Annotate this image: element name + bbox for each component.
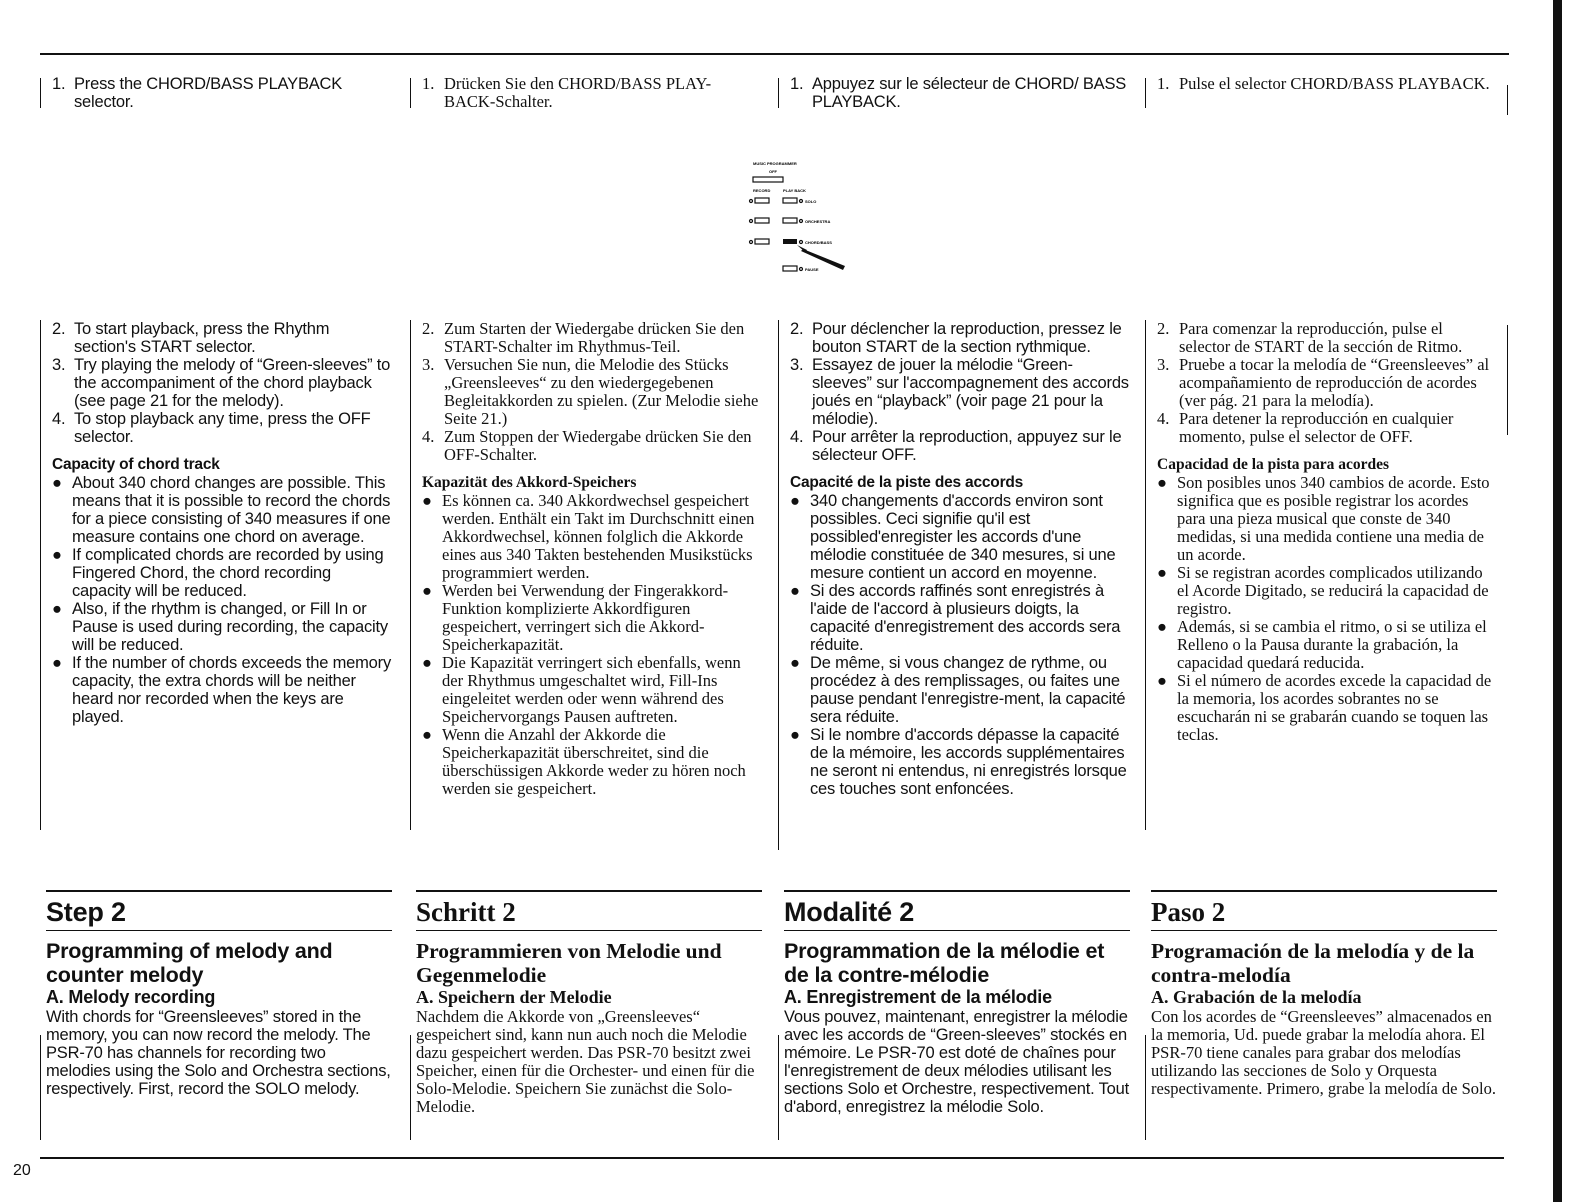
bullet-item — [422, 654, 762, 726]
step1-section — [422, 75, 762, 111]
bullet-item — [52, 654, 392, 726]
diagram-solo: SOLO — [805, 199, 817, 204]
bullet-text: Si el número de acordes excede la capacidad de la memoria, los acordes sobrantes no se escucharán ni se grabarán cuando se toquen las teclas. — [1177, 671, 1492, 744]
right-column-bar — [1507, 85, 1508, 115]
column-bar — [778, 320, 779, 850]
page-number: 20 — [13, 1162, 31, 1179]
bullet-icon: ● — [422, 725, 432, 744]
diagram-playback: PLAY BACK — [783, 188, 806, 193]
bullet-text: Son posibles unos 340 cambios de acorde. Esto significa que es posible registrar los acordes para una pieza musical que conste de 340 medidas, si una medida contiene una media de un acorde. — [1177, 473, 1490, 564]
diagram-pause: PAUSE — [805, 267, 819, 272]
bullet-item — [422, 726, 762, 798]
item-number: 3. — [790, 356, 804, 374]
item-number: 2. — [1157, 319, 1170, 338]
bullet-text: Si se registran acordes complicados utilizando el Acorde Digitado, se reducirá la capacidad de registro. — [1177, 563, 1489, 618]
bullet-item — [52, 474, 392, 546]
bullet-icon: ● — [52, 474, 62, 492]
bullet-text: If complicated chords are recorded by using Fingered Chord, the chord recording capacity will be reduced. — [72, 546, 384, 600]
column-bar — [410, 320, 411, 830]
diagram-record: RECORD — [753, 188, 771, 193]
bullet-item — [52, 546, 392, 600]
melody-recording-heading: A. Speichern der Melodie — [416, 987, 612, 1007]
bullet-item — [1157, 564, 1497, 618]
bullet-item — [790, 654, 1130, 726]
bullet-icon: ● — [422, 491, 432, 510]
column-bar — [40, 1035, 41, 1140]
item-text: Appuyez sur le sélecteur de CHORD/ BASS PLAYBACK. — [812, 75, 1127, 111]
item-text: Pulse el selector CHORD/BASS PLAYBACK. — [1179, 74, 1490, 93]
step-item — [1157, 356, 1497, 410]
column-bar — [1145, 78, 1146, 108]
diagram-chord-bass: CHORD/BASS — [805, 240, 832, 245]
item-text: To stop playback any time, press the OFF selector. — [74, 410, 371, 446]
body-text: Nachdem die Akkorde von „Greensleeves“ gespeichert sind, kann nun auch noch die Melodie dazu gespeichert werden. Das PSR-70 besitzt zwei Speicher, einen für die Orchester- und einen für die Solo-Melodie. Speichern Sie zunächst die Solo-Melodie. — [416, 1007, 755, 1116]
bullet-item — [1157, 618, 1497, 672]
capacity-heading: Capacité de la piste des accords — [790, 474, 1024, 491]
bullet-item — [422, 492, 762, 582]
bullet-text: Werden bei Verwendung der Fingerakkord-Funktion komplizierte Akkordfiguren gespeichert, verringert sich die Akkord-Speicherkapazität. — [442, 581, 729, 654]
step2-section — [784, 890, 1130, 1116]
bullet-icon: ● — [422, 653, 432, 672]
item-number: 1. — [422, 74, 435, 93]
step-item — [422, 356, 762, 428]
bullet-icon: ● — [422, 581, 432, 600]
column-3 — [1145, 0, 1497, 1150]
item-number: 2. — [790, 320, 804, 338]
programming-heading: Programming of melody and counter melody — [46, 939, 333, 987]
column-bar — [410, 78, 411, 108]
column-bar — [1145, 1035, 1146, 1140]
bullet-icon: ● — [790, 726, 800, 744]
body-text: Con los acordes de “Greensleeves” almacenados en la memoria, Ud. puede grabar la melodía ahora. El PSR-70 tiene canales para grabar dos melodías utilizando las secciones de Solo y Orquesta respectivamente. Primero, grabe la melodía de Solo. — [1151, 1007, 1497, 1098]
item-text: Press the CHORD/BASS PLAYBACK selector. — [74, 75, 343, 111]
step2-section — [1151, 890, 1497, 1098]
item-text: Zum Stoppen der Wiedergabe drücken Sie den OFF-Schalter. — [444, 427, 752, 464]
column-bar — [40, 320, 41, 830]
programming-heading: Programmieren von Melodie und Gegenmelodie — [416, 939, 722, 987]
step-heading: Modalité 2 — [784, 890, 1130, 931]
bullet-icon: ● — [52, 654, 62, 672]
item-text: Pruebe a tocar la melodía de “Greensleeves” al acompañamiento de reproducción de acordes (ver pág. 21 para la melodía). — [1179, 355, 1490, 410]
bullet-icon: ● — [790, 492, 800, 510]
body-text: With chords for “Greensleeves” stored in the memory, you can now record the melody. The PSR-70 has channels for recording two melodies using the Solo and Orchestra sections, respectively. First, record the SOLO melody. — [46, 1008, 391, 1098]
bullet-icon: ● — [1157, 563, 1167, 582]
bottom-rule — [40, 1157, 1504, 1159]
right-column-bar — [1507, 325, 1508, 435]
item-number: 1. — [790, 75, 804, 93]
bullet-icon: ● — [790, 582, 800, 600]
bullet-icon: ● — [790, 654, 800, 672]
step-item — [52, 320, 392, 356]
bullet-item — [790, 492, 1130, 582]
item-text: To start playback, press the Rhythm section's START selector. — [74, 320, 330, 356]
step-item — [1157, 320, 1497, 356]
step-item — [52, 410, 392, 446]
capacity-heading: Kapazität des Akkord-Speichers — [422, 474, 637, 491]
item-text: Drücken Sie den CHORD/BASS PLAY-BACK-Schalter. — [444, 74, 712, 111]
item-text: Pour arrêter la reproduction, appuyez sur le sélecteur OFF. — [812, 428, 1122, 464]
bullet-text: Also, if the rhythm is changed, or Fill In or Pause is used during recording, the capacity will be reduced. — [72, 600, 388, 654]
column-bar — [778, 78, 779, 108]
item-number: 2. — [422, 319, 435, 338]
body-text: Vous pouvez, maintenant, enregistrer la mélodie avec les accords de “Green-sleeves” stockés en mémoire. Le PSR-70 est doté de chaînes pour l'enregistrement de deux mélodies utilisant les sections Solo et Orchestre, respectivement. Tout d'abord, enregistrez la mélodie Solo. — [784, 1008, 1130, 1116]
diagram-orchestra: ORCHESTRA — [805, 219, 831, 224]
step-heading: Paso 2 — [1151, 890, 1497, 931]
bullet-text: Es können ca. 340 Akkordwechsel gespeichert werden. Enthält ein Takt im Durchschnitt einen Akkordwechsel, können folglich die Akkorde eines aus 340 Takten bestehenden Musikstücks programmiert werden. — [442, 491, 755, 582]
step2-section — [46, 890, 392, 1098]
column-2 — [778, 0, 1130, 1150]
step1-section — [790, 75, 1130, 111]
diagram-title: MUSIC PROGRAMMER — [753, 161, 797, 166]
bullet-icon: ● — [52, 546, 62, 564]
step-heading: Schritt 2 — [416, 890, 762, 931]
capacity-heading: Capacity of chord track — [52, 456, 220, 473]
bullet-item — [790, 582, 1130, 654]
programming-heading: Programación de la melodía y de la contra-melodía — [1151, 939, 1475, 987]
bullet-icon: ● — [1157, 671, 1167, 690]
bullet-icon: ● — [1157, 617, 1167, 636]
item-number: 4. — [52, 410, 66, 428]
bullet-text: Wenn die Anzahl der Akkorde die Speicherkapazität überschreitet, sind die überschüssigen Akkorde weder zu hören noch werden sie gespeichert. — [442, 725, 746, 798]
step-item — [52, 356, 392, 410]
item-number: 1. — [52, 75, 66, 93]
step-item — [790, 356, 1130, 428]
bullet-text: Si des accords raffinés sont enregistrés à l'aide de l'accord à plusieurs doigts, la capacité d'enregistrement des accords sera réduite. — [810, 582, 1121, 654]
playback-section — [790, 320, 1130, 798]
melody-recording-heading: A. Melody recording — [46, 987, 216, 1007]
bullet-text: Además, si se cambia el ritmo, o si se utiliza el Relleno o la Pausa durante la grabación, la capacidad quedará reducida. — [1177, 617, 1487, 672]
right-edge-bar — [1553, 0, 1562, 1202]
column-bar — [40, 78, 41, 108]
bullet-item — [1157, 672, 1497, 744]
step1-section — [1157, 75, 1497, 93]
bullet-item — [422, 582, 762, 654]
step2-section — [416, 890, 762, 1116]
step-heading: Step 2 — [46, 890, 392, 931]
step-item — [1157, 410, 1497, 446]
bullet-text: About 340 chord changes are possible. This means that it is possible to record the chords for a piece consisting of 340 measures if one measure contains one chord on average. — [72, 474, 391, 546]
playback-section — [422, 320, 762, 798]
playback-section — [52, 320, 392, 726]
step1-section — [52, 75, 392, 111]
item-text: Zum Starten der Wiedergabe drücken Sie den START-Schalter im Rhythmus-Teil. — [444, 319, 745, 356]
programming-heading: Programmation de la mélodie et de la contre-mélodie — [784, 939, 1105, 987]
item-text: Versuchen Sie nun, die Melodie des Stücks „Greensleeves“ zu den wiedergegebenen Begleitakkorden zu spielen. (Zur Melodie siehe Seite 21.) — [444, 355, 759, 428]
item-number: 3. — [422, 355, 435, 374]
step-item — [790, 320, 1130, 356]
bullet-text: 340 changements d'accords environ sont possibles. Ceci signifie qu'il est possibled'enregister les accords d'une mélodie constituée de 340 mesures, si une mesure contient un accord en moyenne. — [810, 492, 1116, 582]
step-item — [790, 428, 1130, 464]
item-text: Try playing the melody of “Green-sleeves” to the accompaniment of the chord playback (see page 21 for the melody). — [74, 356, 391, 410]
diagram-off: OFF — [769, 169, 777, 174]
bullet-text: If the number of chords exceeds the memory capacity, the extra chords will be neither heard nor recorded when the keys are played. — [72, 654, 392, 726]
bullet-icon: ● — [1157, 473, 1167, 492]
item-number: 4. — [422, 427, 435, 446]
melody-recording-heading: A. Enregistrement de la mélodie — [784, 987, 1052, 1007]
item-text: Para comenzar la reproducción, pulse el selector de START de la sección de Ritmo. — [1179, 319, 1463, 356]
bullet-text: De même, si vous changez de rythme, ou procédez à des remplissages, ou faites une pause pendant l'enregistre-ment, la capacité sera réduite. — [810, 654, 1126, 726]
item-text: Para detener la reproducción en cualquier momento, pulse el selector de OFF. — [1179, 409, 1454, 446]
column-bar — [1145, 320, 1146, 830]
item-number: 1. — [1157, 74, 1170, 93]
item-number: 3. — [52, 356, 66, 374]
playback-section — [1157, 320, 1497, 744]
item-number: 4. — [1157, 409, 1170, 428]
column-0 — [40, 0, 392, 1150]
capacity-heading: Capacidad de la pista para acordes — [1157, 456, 1390, 473]
bullet-icon: ● — [52, 600, 62, 618]
melody-recording-heading: A. Grabación de la melodía — [1151, 987, 1362, 1007]
column-bar — [410, 1035, 411, 1140]
item-text: Pour déclencher la reproduction, pressez le bouton START de la section rythmique. — [812, 320, 1122, 356]
item-number: 4. — [790, 428, 804, 446]
step-item — [422, 320, 762, 356]
item-number: 3. — [1157, 355, 1170, 374]
column-1 — [410, 0, 762, 1150]
bullet-item — [1157, 474, 1497, 564]
bullet-text: Die Kapazität verringert sich ebenfalls, wenn der Rhythmus umgeschaltet wird, Fill-Ins eingeleitet werden oder wenn während des Speichervorgangs Pausen auftreten. — [442, 653, 741, 726]
bullet-item — [52, 600, 392, 654]
item-text: Essayez de jouer la mélodie “Green-sleeves” sur l'accompagnement des accords joués en “playback” (voir page 21 pour la mélodie). — [812, 356, 1129, 428]
step-item — [422, 428, 762, 464]
item-number: 2. — [52, 320, 66, 338]
bullet-text: Si le nombre d'accords dépasse la capacité de la mémoire, les accords supplémentaires ne seront ni entendus, ni enregistrés lorsque ces touches sont enfoncées. — [810, 726, 1127, 798]
column-bar — [778, 1035, 779, 1140]
bullet-item — [790, 726, 1130, 798]
